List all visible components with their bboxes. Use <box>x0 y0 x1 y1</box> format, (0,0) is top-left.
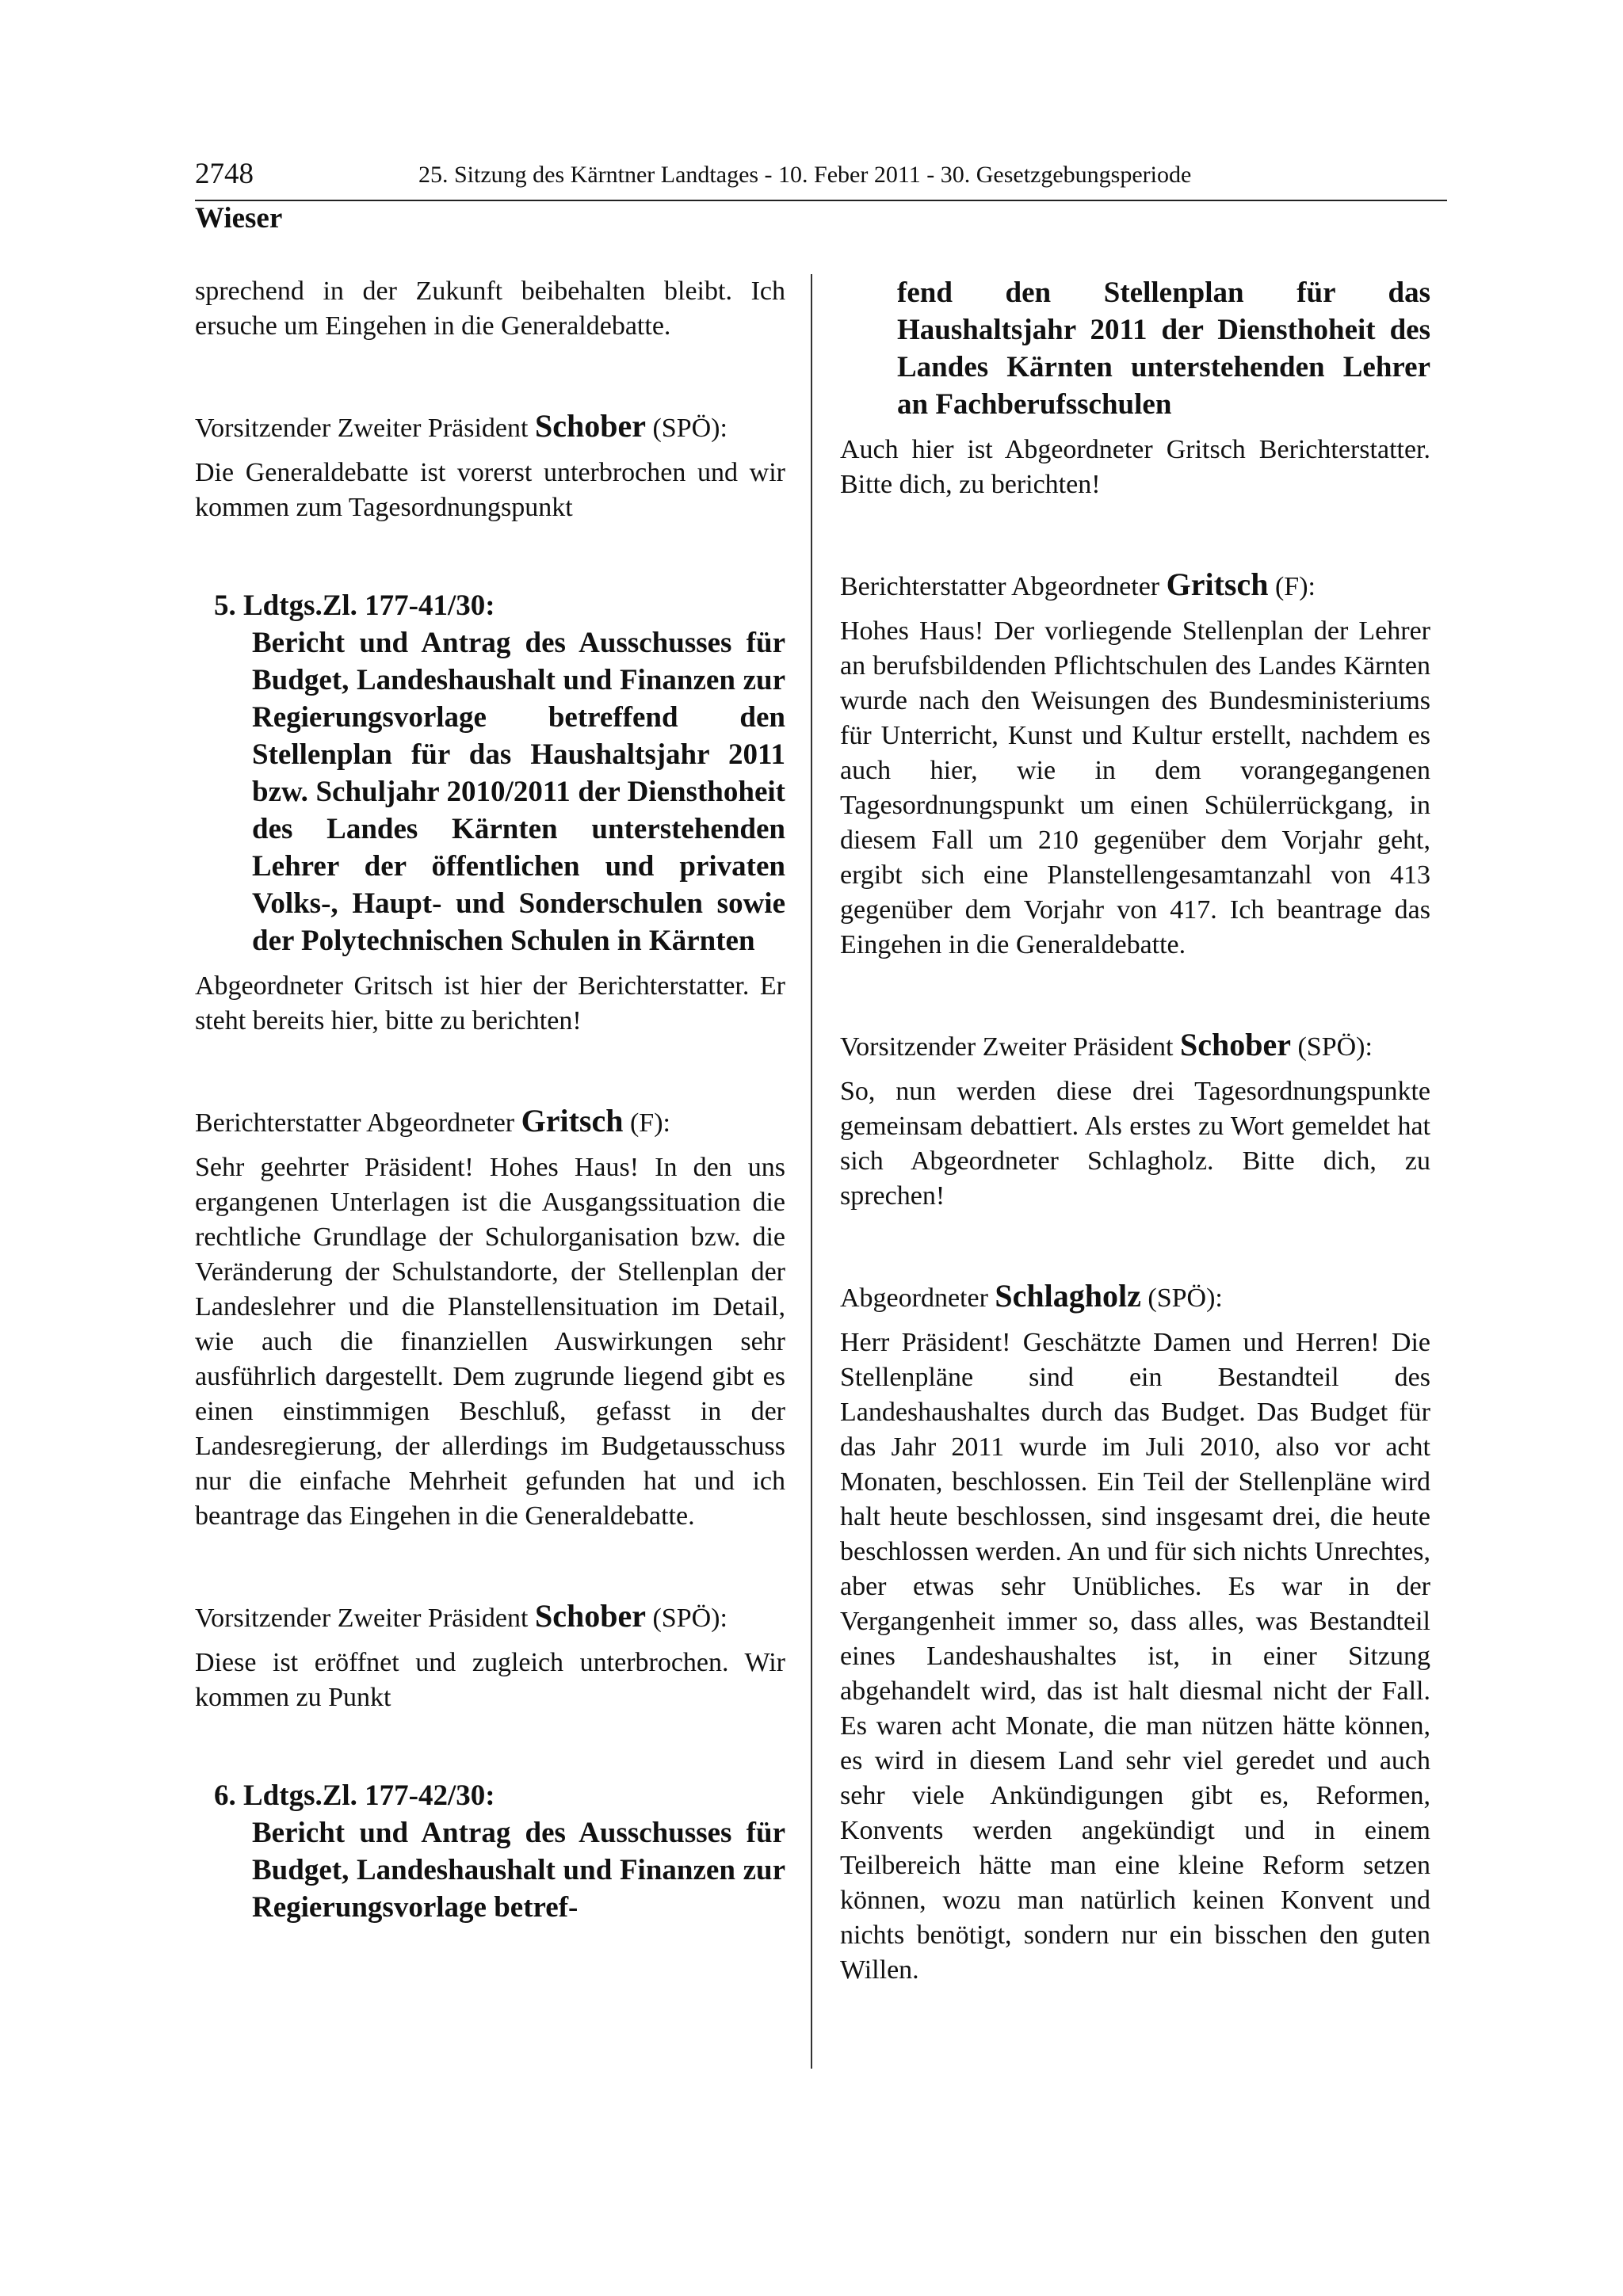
page-header <box>195 155 1447 201</box>
agenda-item-title-continued: fend den Stellenplan für das Haushaltsjahr 2011 der Diensthoheit des Landes Kärnten unterstehenden Lehrer an Fachberufsschulen <box>897 277 1430 421</box>
speaker-name: Schlagholz <box>995 1278 1141 1314</box>
paragraph: Diese ist eröffnet und zugleich unterbrochen. Wir kommen zu Punkt <box>195 1648 785 1712</box>
agenda-item-title: Bericht und Antrag des Ausschusses für Budget, Landeshaushalt und Finanzen zur Regierungsvorlage betref- <box>252 1817 785 1924</box>
speaker-name: Schober <box>534 408 646 444</box>
speaker-line <box>195 1104 785 1141</box>
column-divider <box>811 274 812 2069</box>
speaker-line <box>840 567 1430 605</box>
agenda-item-number: 5. Ldtgs.Zl. 177-41/30: <box>214 589 495 622</box>
agenda-item-6 <box>214 1777 785 1926</box>
running-speaker-name: Wieser <box>195 202 283 235</box>
speaker-role: Berichterstatter Abgeordneter <box>840 572 1167 601</box>
left-column <box>195 274 785 1926</box>
speaker-line <box>840 1279 1430 1316</box>
paragraph: Die Generaldebatte ist vorerst unterbrochen und wir kommen zum Tagesordnungspunkt <box>195 458 785 522</box>
paragraph: So, nun werden diese drei Tagesordnungspunkte gemeinsam debattiert. Als erstes zu Wort gemeldet hat sich Abgeordneter Schlagholz. Bitte dich, zu sprechen! <box>840 1077 1430 1211</box>
session-title: 25. Sitzung des Kärntner Landtages - 10. Feber 2011 - 30. Gesetzgebungsperiode <box>418 162 1192 188</box>
paragraph: Sehr geehrter Präsident! Hohes Haus! In den uns ergangenen Unterlagen ist die Ausgangssituation die rechtliche Grundlage der Schulorganisation bzw. die Veränderung der Schulstandorte, der Stellenplan der Landeslehrer und die Planstellensituation im Detail, wie auch die finanziellen Auswirkungen sehr ausführlich dargestellt. Dem zugrunde liegend gibt es einen einstimmigen Beschluß, gefasst in der Landesregierung, der allerdings im Budgetausschuss nur die einfache Mehrheit gefunden hat und ich beantrage das Eingehen in die Generaldebatte. <box>195 1153 785 1531</box>
speaker-party: (F): <box>623 1108 670 1138</box>
speaker-name: Gritsch <box>521 1103 624 1138</box>
speaker-role: Vorsitzender Zweiter Präsident <box>840 1032 1180 1062</box>
agenda-item-number: 6. Ldtgs.Zl. 177-42/30: <box>214 1779 495 1812</box>
speaker-party: (SPÖ): <box>1140 1283 1223 1313</box>
speaker-party: (F): <box>1268 572 1316 601</box>
speaker-party: (SPÖ): <box>645 414 727 443</box>
right-column <box>840 274 1430 1988</box>
paragraph: Auch hier ist Abgeordneter Gritsch Berichterstatter. Bitte dich, zu berichten! <box>840 435 1430 499</box>
speaker-name: Gritsch <box>1166 566 1269 602</box>
speaker-party: (SPÖ): <box>1290 1032 1373 1062</box>
paragraph: Abgeordneter Gritsch ist hier der Berichterstatter. Er steht bereits hier, bitte zu berichten! <box>195 971 785 1035</box>
speaker-role: Vorsitzender Zweiter Präsident <box>195 414 535 443</box>
agenda-item-title: Bericht und Antrag des Ausschusses für Budget, Landeshaushalt und Finanzen zur Regierungsvorlage betreffend den Stellenplan für das Haushaltsjahr 2011 bzw. Schuljahr 2010/2011 der Diensthoheit des Landes Kärnten unterstehenden Lehrer der öffentlichen und privaten Volks-, Haupt- und Sonderschulen sowie der Polytechnischen Schulen in Kärnten <box>252 627 785 957</box>
speaker-line <box>195 409 785 446</box>
paragraph: Hohes Haus! Der vorliegende Stellenplan der Lehrer an berufsbildenden Pflichtschulen des Landes Kärnten wurde nach den Weisungen des Bundesministeriums für Unterricht, Kunst und Kultur erstellt, nachdem es auch hier, wie in dem vorangegangenen Tagesordnungspunkt um einen Schülerrückgang, in diesem Fall um 210 gegenüber dem Vorjahr geht, ergibt sich eine Planstellengesamtanzahl von 413 gegenüber dem Vorjahr von 417. Ich beantrage das Eingehen in die Generaldebatte. <box>840 616 1430 959</box>
speaker-line <box>840 1028 1430 1065</box>
paragraph: Herr Präsident! Geschätzte Damen und Herren! Die Stellenpläne sind ein Bestandteil des Landeshaushaltes durch das Budget. Das Budget für das Jahr 2011 wurde im Juli 2010, also vor acht Monaten, beschlossen. Ein Teil der Stellenpläne wird halt heute beschlossen, sind insgesamt drei, die heute beschlossen werden. An und für sich nichts Unrechtes, aber etwas sehr Unübliches. Es war in der Vergangenheit immer so, dass alles, was Bestandteil eines Landeshaushaltes ist, in einer Sitzung abgehandelt wird, das ist halt diesmal nicht der Fall. Es waren acht Monate, die man nützen hätte können, es wird in diesem Land sehr viel geredet und auch sehr viele Ankündigungen gibt es, Reformen, Konvents werden angekündigt und in einem Teilbereich hätte man eine kleine Reform setzen können, wozu man natürlich keinen Konvent und nichts benötigt, sondern nur ein bisschen den guten Willen. <box>840 1328 1430 1985</box>
speaker-name: Schober <box>534 1598 646 1634</box>
speaker-party: (SPÖ): <box>645 1604 727 1633</box>
paragraph: sprechend in der Zukunft beibehalten bleibt. Ich ersuche um Eingehen in die Generaldebatte. <box>195 277 785 341</box>
speaker-name: Schober <box>1179 1027 1291 1062</box>
speaker-line <box>195 1599 785 1636</box>
speaker-role: Vorsitzender Zweiter Präsident <box>195 1604 535 1633</box>
page-number: 2748 <box>195 158 254 190</box>
agenda-item-5 <box>214 587 785 959</box>
speaker-role: Abgeordneter <box>840 1283 995 1313</box>
speaker-role: Berichterstatter Abgeordneter <box>195 1108 521 1138</box>
